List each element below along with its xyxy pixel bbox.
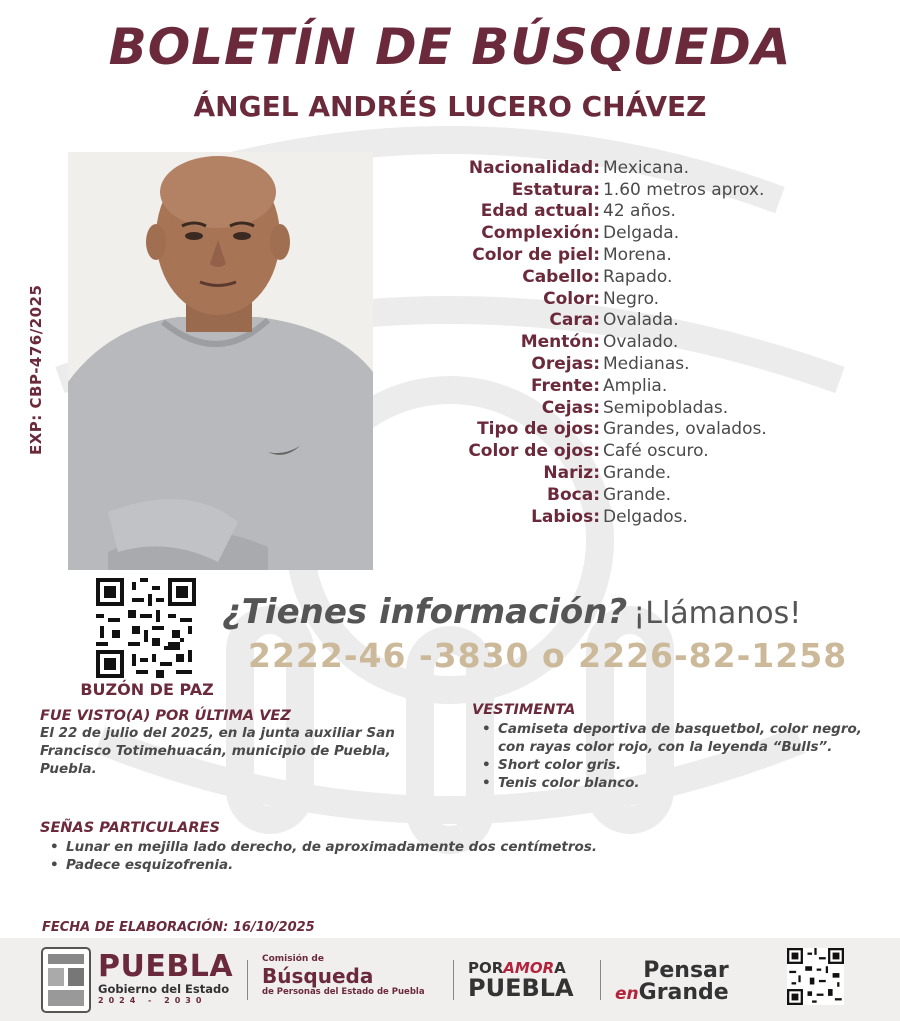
pensar-en-grande-logo: [615, 960, 729, 1005]
attribute-label: Mentón:: [520, 332, 600, 353]
marks-list: [40, 838, 860, 874]
last-seen-heading: FUE VISTO(A) POR ÚLTIMA VEZ: [40, 708, 291, 724]
attribute-value: Delgados.: [603, 506, 688, 527]
attribute-label: Color:: [543, 288, 600, 309]
list-item: • Lunar en mejilla lado derecho, de aproximadamente dos centímetros.: [50, 838, 860, 856]
attribute-label: Labios:: [531, 506, 600, 527]
list-item: • Short color gris.: [482, 756, 882, 774]
last-seen-text: El 22 de julio del 2025, en la junta auxiliar San Francisco Totimehuacán, municipio de Puebla, Puebla.: [40, 725, 395, 777]
por-amor-a-puebla-logo: [468, 960, 574, 1000]
attribute-row: [440, 244, 880, 266]
question-text: ¿Tienes información?: [222, 592, 628, 632]
attribute-row: [440, 288, 880, 310]
attribute-value: Morena.: [603, 245, 672, 266]
last-seen-section: [40, 708, 440, 778]
list-item: • Padece esquizofrenia.: [50, 856, 860, 874]
attribute-value: Negro.: [603, 288, 660, 309]
attribute-value: Semipobladas.: [603, 397, 729, 418]
clothing-section: [472, 702, 882, 792]
call-text: ¡Llámanos!: [633, 596, 802, 631]
attribute-label: Cejas:: [541, 397, 600, 418]
list-item: • Camiseta deportiva de basquetbol, color negro, con rayas color rojo, con la leyenda “Bulls”.: [482, 720, 882, 756]
attribute-label: Complexión:: [481, 223, 600, 244]
attribute-row: [440, 179, 880, 201]
attribute-value: Delgada.: [603, 223, 680, 244]
attribute-row: [440, 353, 880, 375]
puebla-wordmark: PUEBLA: [98, 949, 234, 984]
attribute-value: Ovalado.: [603, 332, 679, 353]
attribute-value: Rapado.: [603, 266, 673, 287]
puebla-government-logo: [98, 949, 234, 1006]
attribute-row: [440, 266, 880, 288]
person-name: ÁNGEL ANDRÉS LUCERO CHÁVEZ: [193, 90, 707, 123]
person-photo: [68, 152, 373, 570]
attribute-value: Grandes, ovalados.: [603, 419, 767, 440]
comision-top-text: Comisión de: [262, 954, 324, 964]
a-text: A: [554, 959, 566, 977]
puebla-shield-icon: [40, 946, 92, 1014]
attribute-row: [440, 397, 880, 419]
qr-code[interactable]: [96, 578, 196, 678]
qr-label: BUZÓN DE PAZ: [80, 680, 214, 699]
attribute-row: [440, 201, 880, 223]
attribute-value: Grande.: [603, 484, 672, 505]
attribute-row: [440, 484, 880, 506]
en-text: en: [615, 984, 639, 1004]
por-amor-puebla: PUEBLA: [468, 974, 574, 1002]
en-grande-line: [615, 982, 729, 1005]
attribute-value: 1.60 metros aprox.: [603, 179, 765, 200]
attribute-label: Orejas:: [531, 354, 600, 375]
attribute-row: [440, 310, 880, 332]
footer-qr-code[interactable]: [787, 948, 844, 1005]
attribute-value: Amplia.: [603, 375, 668, 396]
physical-attributes: [440, 157, 880, 528]
amor-text: AMOR: [503, 959, 555, 977]
attribute-row: [440, 506, 880, 528]
comision-busqueda-logo: [262, 954, 425, 998]
attribute-row: [440, 375, 880, 397]
attribute-label: Color de ojos:: [468, 441, 600, 462]
attribute-value: Café oscuro.: [603, 441, 709, 462]
attribute-label: Cara:: [549, 310, 600, 331]
attribute-label: Estatura:: [511, 179, 600, 200]
comision-main-text: Búsqueda: [262, 964, 374, 988]
attribute-row: [440, 331, 880, 353]
attribute-label: Color de piel:: [472, 245, 600, 266]
clothing-list: [472, 720, 882, 792]
expediente-number: EXP: CBP-476/2025: [27, 284, 45, 455]
attribute-row: [440, 462, 880, 484]
bulletin-title: BOLETÍN DE BÚSQUEDA: [108, 18, 792, 76]
person-photo-illustration: [68, 152, 373, 570]
marks-heading: SEÑAS PARTICULARES: [40, 820, 220, 836]
comision-sub-text: de Personas del Estado de Puebla: [262, 987, 425, 997]
attribute-label: Frente:: [531, 375, 600, 396]
attribute-value: Medianas.: [603, 354, 690, 375]
attribute-row: [440, 157, 880, 179]
attribute-value: Ovalada.: [603, 310, 679, 331]
por-text: POR: [468, 959, 504, 977]
attribute-value: Mexicana.: [603, 157, 689, 178]
list-item: • Tenis color blanco.: [482, 774, 882, 792]
distinguishing-marks-section: [40, 820, 860, 874]
footer-divider: [600, 960, 601, 1000]
attribute-label: Tipo de ojos:: [477, 419, 600, 440]
attribute-label: Nariz:: [543, 463, 600, 484]
phone-numbers[interactable]: 2222-46 -3830 o 2226-82-1258: [248, 636, 848, 675]
attribute-value: 42 años.: [603, 201, 676, 222]
elaboration-date: FECHA DE ELABORACIÓN: 16/10/2025: [42, 920, 315, 935]
grande-text: Grande: [638, 980, 729, 1005]
footer-divider: [453, 960, 454, 1000]
footer-divider: [247, 960, 248, 1000]
attribute-row: [440, 440, 880, 462]
contact-question: [222, 592, 801, 632]
puebla-subtitle: Gobierno del Estado: [98, 982, 230, 996]
footer-logos: [0, 938, 900, 1021]
attribute-value: Grande.: [603, 463, 672, 484]
attribute-label: Cabello:: [522, 266, 600, 287]
puebla-years: 2024 - 2030: [98, 996, 207, 1005]
attribute-row: [440, 419, 880, 441]
pensar-text: Pensar: [643, 958, 729, 983]
attribute-label: Edad actual:: [480, 201, 600, 222]
clothing-heading: VESTIMENTA: [472, 702, 576, 718]
attribute-label: Nacionalidad:: [468, 157, 600, 178]
attribute-row: [440, 222, 880, 244]
attribute-label: Boca:: [547, 484, 600, 505]
